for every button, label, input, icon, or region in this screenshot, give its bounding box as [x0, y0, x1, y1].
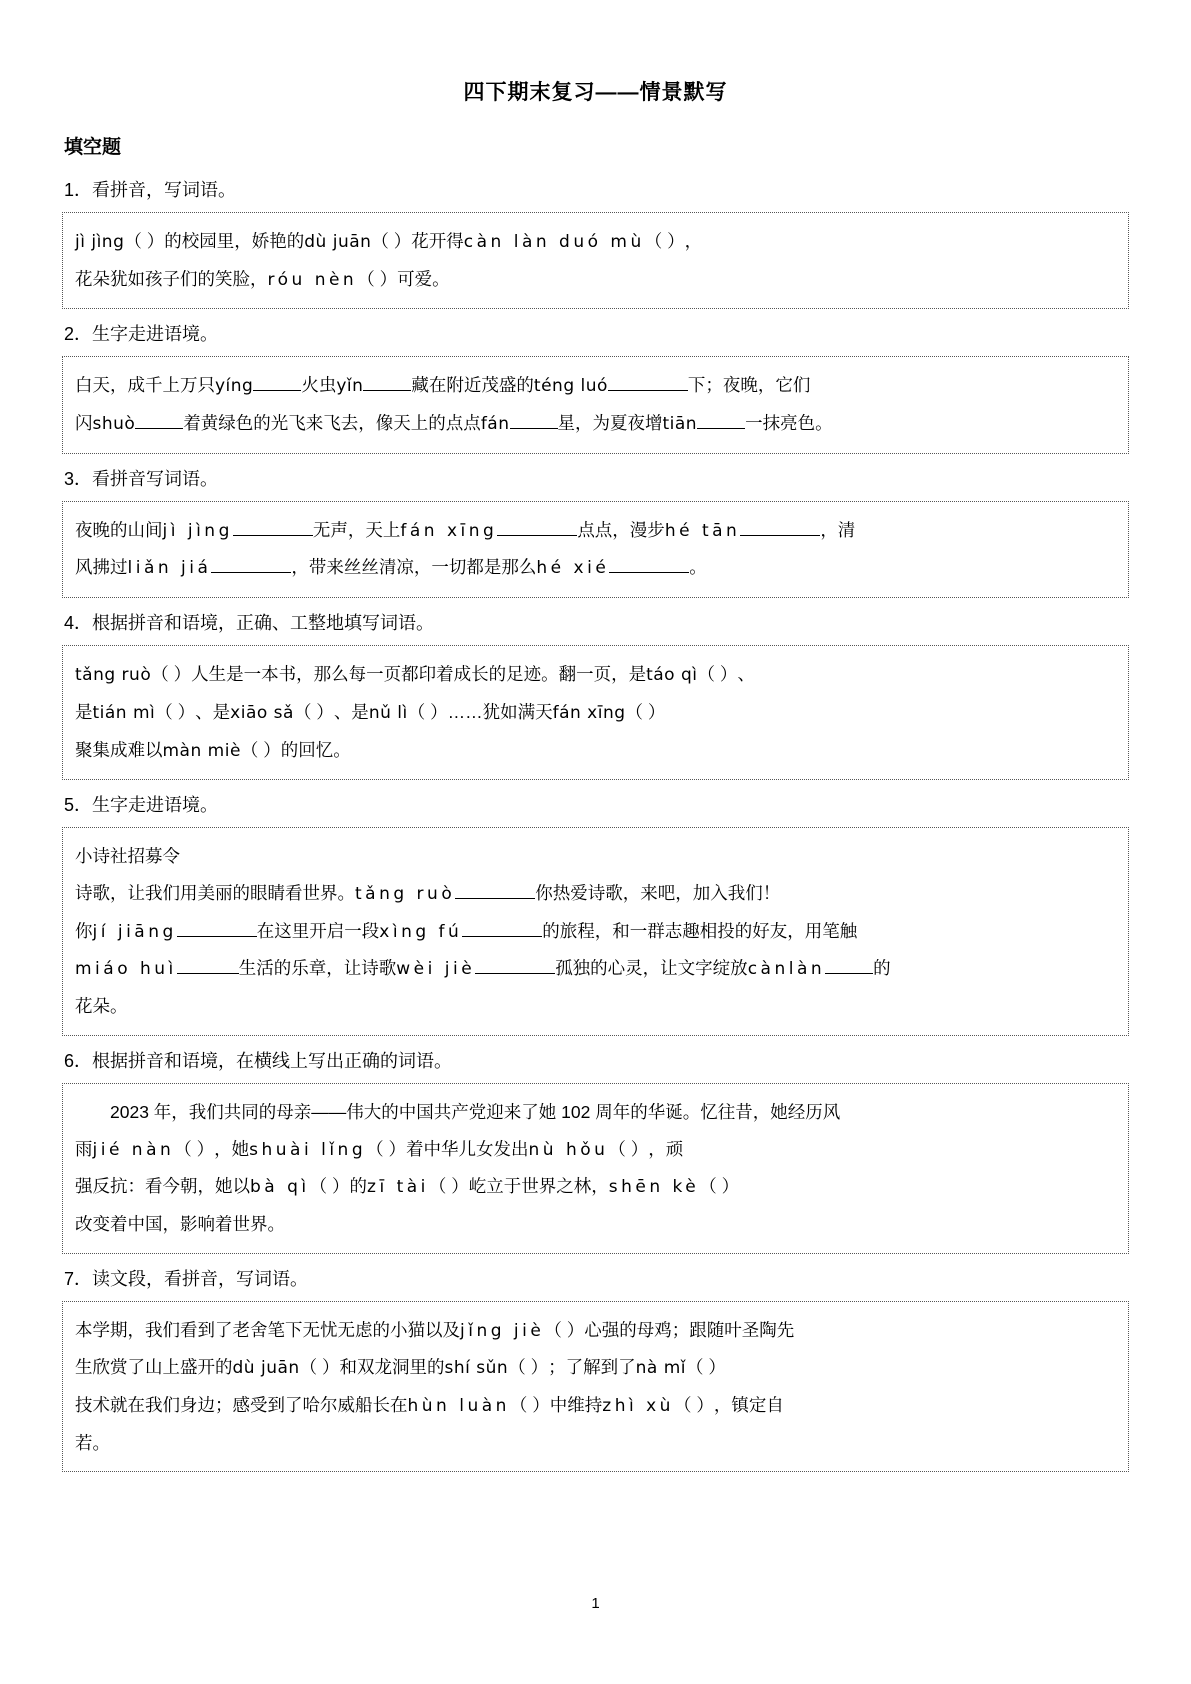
passage-text: 强反抗：看今朝，她以 — [75, 1176, 250, 1197]
passage-text: 可爱。 — [397, 268, 450, 289]
question-block — [62, 321, 1129, 453]
answer-parenthesis[interactable]: （ ） — [309, 1176, 350, 1197]
passage-text: 心强的母鸡；跟随叶圣陶先 — [584, 1319, 795, 1340]
answer-parenthesis[interactable]: （ ） — [644, 231, 685, 251]
question-block — [62, 792, 1129, 1036]
answer-parenthesis[interactable]: （ ） — [357, 268, 398, 289]
passage-text: 本学期，我们看到了老舍笔下无忧无虑的小猫以及 — [75, 1319, 460, 1340]
answer-blank[interactable] — [740, 516, 820, 535]
answer-box[interactable] — [62, 501, 1129, 598]
answer-parenthesis[interactable]: （ ） — [685, 1357, 726, 1378]
pinyin-text: jì jìng — [75, 232, 125, 252]
pinyin-text: yǐn — [336, 376, 364, 397]
question-prompt: 5．生字走进语境。 — [64, 795, 219, 816]
pinyin-text: nǔ lì — [368, 702, 408, 723]
passage-text: 花朵犹如孩子们的笑脸， — [75, 268, 268, 289]
pinyin-text: jǐng jiè — [460, 1320, 545, 1341]
answer-blank[interactable] — [608, 372, 688, 391]
pinyin-text: dù juān — [304, 232, 372, 252]
answer-parenthesis[interactable]: （ ） — [299, 1357, 340, 1378]
answer-parenthesis[interactable]: （ ） — [371, 231, 412, 251]
passage-text: 火虫 — [301, 375, 337, 396]
pinyin-text: màn miè — [162, 740, 241, 761]
pinyin-text: shuài lǐng — [249, 1139, 367, 1160]
answer-parenthesis[interactable]: （ ） — [509, 1395, 550, 1415]
answer-parenthesis[interactable]: （ ） — [673, 1395, 714, 1415]
pinyin-text: liǎn jiá — [127, 558, 212, 579]
answer-blank[interactable] — [510, 410, 558, 429]
question-prompt: 4．根据拼音和语境，正确、工整地填写词语。 — [64, 613, 435, 634]
answer-parenthesis[interactable]: （ ） — [155, 701, 196, 722]
passage-text: 着黄绿色的光飞来飞去，像天上的点点 — [183, 413, 481, 434]
page-title: 四下期末复习——情景默写 — [463, 81, 728, 104]
passage-text: 改变着中国，影响着世界。 — [75, 1213, 285, 1234]
answer-box[interactable] — [62, 827, 1129, 1036]
passage-text: ， — [684, 231, 703, 251]
answer-blank[interactable] — [211, 554, 291, 573]
pinyin-text: miáo huì — [75, 959, 177, 980]
passage-text: 在这里开启一段 — [256, 920, 380, 941]
answer-blank[interactable] — [135, 410, 183, 429]
answer-line — [75, 1206, 1118, 1243]
answer-line — [75, 1094, 1118, 1131]
answer-blank[interactable] — [475, 955, 555, 974]
pinyin-text: xiāo sǎ — [230, 702, 294, 723]
pinyin-text: fán xīng — [400, 520, 498, 541]
passage-text: 闪 — [75, 413, 93, 434]
question-prompt: 1．看拼音，写词语。 — [64, 180, 237, 200]
answer-line — [75, 405, 1118, 443]
pinyin-text: fán — [480, 414, 510, 435]
answer-parenthesis[interactable]: （ ） — [366, 1138, 406, 1159]
answer-line — [75, 1168, 1118, 1206]
passage-text: 技术就在我们身边；感受到了哈尔威船长在 — [75, 1395, 408, 1415]
answer-parenthesis[interactable]: （ ） — [428, 1176, 469, 1197]
answer-box[interactable] — [62, 1301, 1129, 1473]
passage-text: 雨 — [75, 1138, 93, 1159]
pinyin-text: hé tān — [664, 520, 741, 541]
pinyin-text: dù juān — [232, 1358, 300, 1379]
answer-parenthesis[interactable]: （ ） — [174, 1138, 215, 1159]
answer-blank[interactable] — [177, 917, 257, 936]
answer-blank[interactable] — [825, 955, 873, 974]
answer-parenthesis[interactable]: （ ） — [608, 1138, 649, 1159]
answer-line — [75, 656, 1118, 694]
answer-line — [75, 1312, 1118, 1350]
passage-text: ，带来丝丝清凉，一切都是那么 — [291, 557, 537, 578]
answer-line — [75, 838, 1118, 875]
answer-box[interactable] — [62, 212, 1129, 309]
answer-line — [75, 694, 1118, 732]
answer-parenthesis[interactable]: （ ） — [699, 1176, 740, 1197]
passage-text: 花朵。 — [75, 996, 128, 1016]
pinyin-text: wèi jiè — [396, 959, 476, 980]
pinyin-text: càn làn duó mù — [463, 232, 645, 252]
answer-box[interactable] — [62, 645, 1129, 780]
passage-text: 中维持 — [549, 1395, 603, 1415]
passage-text: ；了解到了 — [548, 1357, 636, 1378]
answer-parenthesis[interactable]: （ ） — [293, 701, 334, 722]
answer-parenthesis[interactable]: （ ） — [544, 1319, 585, 1340]
pinyin-text: jí jiāng — [92, 921, 177, 942]
passage-text: 星，为夏夜增 — [557, 413, 663, 434]
pinyin-text: bà qì — [250, 1177, 310, 1198]
question-block — [62, 610, 1129, 780]
answer-line — [75, 261, 1118, 299]
answer-line — [75, 950, 1118, 988]
passage-text: 夜晚的山间 — [75, 519, 163, 540]
passage-text: 的旅程，和一群志趣相投的好友，用笔触 — [542, 920, 858, 941]
passage-text: 、 — [737, 664, 755, 685]
question-prompt: 2．生字走进语境。 — [64, 324, 219, 345]
passage-text: 花开得 — [411, 231, 464, 251]
passage-text: 2023 年，我们共同的母亲——伟大的中国共产党迎来了她 102 周年的华诞。忆往昔，她经历风 — [110, 1101, 841, 1122]
pinyin-text: róu nèn — [267, 269, 358, 290]
pinyin-text: xìng fú — [379, 921, 463, 942]
answer-parenthesis[interactable]: （ ） — [240, 739, 281, 760]
answer-line — [75, 223, 1118, 261]
pinyin-text: zhì xù — [602, 1396, 674, 1416]
answer-parenthesis[interactable]: （ ） — [508, 1357, 549, 1378]
pinyin-text: shí sǔn — [444, 1358, 509, 1379]
passage-text: 的 — [349, 1176, 368, 1197]
passage-text: 藏在附近茂盛的 — [411, 375, 534, 396]
answer-line — [75, 1349, 1118, 1387]
pinyin-text: cànlàn — [747, 959, 826, 980]
passage-text: 的 — [873, 958, 891, 979]
passage-text: 点点，漫步 — [577, 519, 665, 540]
answer-parenthesis[interactable]: （ ） — [697, 664, 738, 685]
pinyin-text: táo qì — [646, 665, 698, 686]
answer-line — [75, 988, 1118, 1025]
answer-box[interactable] — [62, 356, 1129, 453]
passage-text: 白天，成千上万只 — [75, 375, 215, 396]
page-number: 1 — [591, 1595, 600, 1612]
pinyin-text: zī tài — [367, 1177, 429, 1198]
answer-line — [75, 732, 1118, 770]
passage-text: 小诗社招募令 — [75, 846, 180, 867]
passage-text: ，清 — [820, 519, 856, 540]
pinyin-text: nù hǒu — [528, 1139, 609, 1160]
answer-line — [75, 512, 1118, 550]
passage-text: 生欣赏了山上盛开的 — [75, 1357, 233, 1378]
question-prompt: 7．读文段，看拼音，写词语。 — [64, 1268, 309, 1289]
pinyin-text: tiān — [662, 414, 698, 435]
section-heading-fill-in-the-blank: 填空题 — [64, 137, 122, 158]
answer-blank[interactable] — [233, 516, 313, 535]
pinyin-text: shēn kè — [608, 1177, 700, 1198]
question-block — [62, 1266, 1129, 1473]
passage-text: 是 — [75, 701, 93, 722]
answer-blank[interactable] — [177, 955, 239, 974]
question-block — [62, 466, 1129, 598]
pinyin-text: jì jìng — [162, 520, 233, 541]
answer-parenthesis[interactable]: （ ） — [625, 701, 666, 722]
passage-text: 诗歌，让我们用美丽的眼睛看世界。 — [75, 882, 355, 903]
question-block — [62, 1048, 1129, 1254]
passage-text: 孤独的心灵，让文字绽放 — [555, 958, 748, 979]
answer-line — [75, 367, 1118, 405]
pinyin-text: fán xīng — [552, 702, 626, 723]
pinyin-text: tián mì — [92, 702, 156, 723]
answer-blank[interactable] — [697, 410, 745, 429]
passage-text: 下；夜晚，它们 — [687, 375, 811, 396]
passage-text: 和双龙洞里的 — [339, 1357, 445, 1378]
passage-text: 。 — [689, 557, 707, 578]
passage-text: ……犹如满天 — [447, 701, 553, 722]
passage-text: 无声，天上 — [312, 519, 401, 540]
answer-line — [75, 913, 1118, 951]
pinyin-text: nà mǐ — [635, 1358, 686, 1379]
answer-line — [75, 875, 1118, 913]
pinyin-text: hé xié — [536, 558, 610, 579]
passage-text: ，顽 — [648, 1138, 684, 1159]
passage-text: 你热爱诗歌，来吧，加入我们！ — [535, 882, 781, 903]
passage-text: 屹立于世界之林， — [468, 1176, 609, 1197]
passage-text: 着中华儿女发出 — [406, 1138, 529, 1159]
passage-text: ，镇定自 — [713, 1395, 784, 1415]
question-prompt: 6．根据拼音和语境，在横线上写出正确的词语。 — [64, 1050, 453, 1071]
answer-blank[interactable] — [462, 917, 542, 936]
question-prompt: 3．看拼音写词语。 — [64, 468, 219, 489]
pinyin-text: téng luó — [533, 376, 608, 397]
passage-text: 的校园里，娇艳的 — [164, 231, 305, 251]
answer-parenthesis[interactable]: （ ） — [124, 231, 165, 251]
answer-line — [75, 1425, 1118, 1462]
answer-line — [75, 1387, 1118, 1425]
answer-blank[interactable] — [455, 880, 535, 899]
passage-text: 若。 — [75, 1432, 110, 1453]
questions-list — [62, 177, 1129, 1472]
answer-blank[interactable] — [609, 554, 689, 573]
passage-text: 、是 — [333, 701, 369, 722]
pinyin-text: tǎng ruò — [75, 665, 152, 686]
answer-blank[interactable] — [253, 372, 301, 391]
answer-line — [75, 549, 1118, 587]
question-block — [62, 177, 1129, 309]
passage-text: 你 — [75, 920, 93, 941]
answer-parenthesis[interactable]: （ ） — [407, 701, 448, 722]
passage-text: ，她 — [214, 1138, 250, 1159]
pinyin-text: jié nàn — [92, 1139, 175, 1160]
pinyin-text: tǎng ruò — [355, 883, 456, 904]
answer-parenthesis[interactable]: （ ） — [151, 664, 192, 685]
passage-text: 一抹亮色。 — [745, 413, 833, 434]
answer-blank[interactable] — [363, 372, 411, 391]
passage-text: 、是 — [195, 701, 231, 722]
pinyin-text: hùn luàn — [407, 1396, 510, 1416]
passage-text: 聚集成难以 — [75, 739, 163, 760]
answer-box[interactable] — [62, 1083, 1129, 1254]
passage-text: 风拂过 — [75, 557, 128, 578]
pinyin-text: shuò — [92, 414, 136, 435]
passage-text: 人生是一本书，那么每一页都印着成长的足迹。翻一页，是 — [191, 664, 647, 685]
answer-line — [75, 1131, 1118, 1169]
pinyin-text: yíng — [215, 376, 254, 397]
answer-blank[interactable] — [497, 516, 577, 535]
passage-text: 的回忆。 — [280, 739, 351, 760]
passage-text: 生活的乐章，让诗歌 — [238, 958, 397, 979]
